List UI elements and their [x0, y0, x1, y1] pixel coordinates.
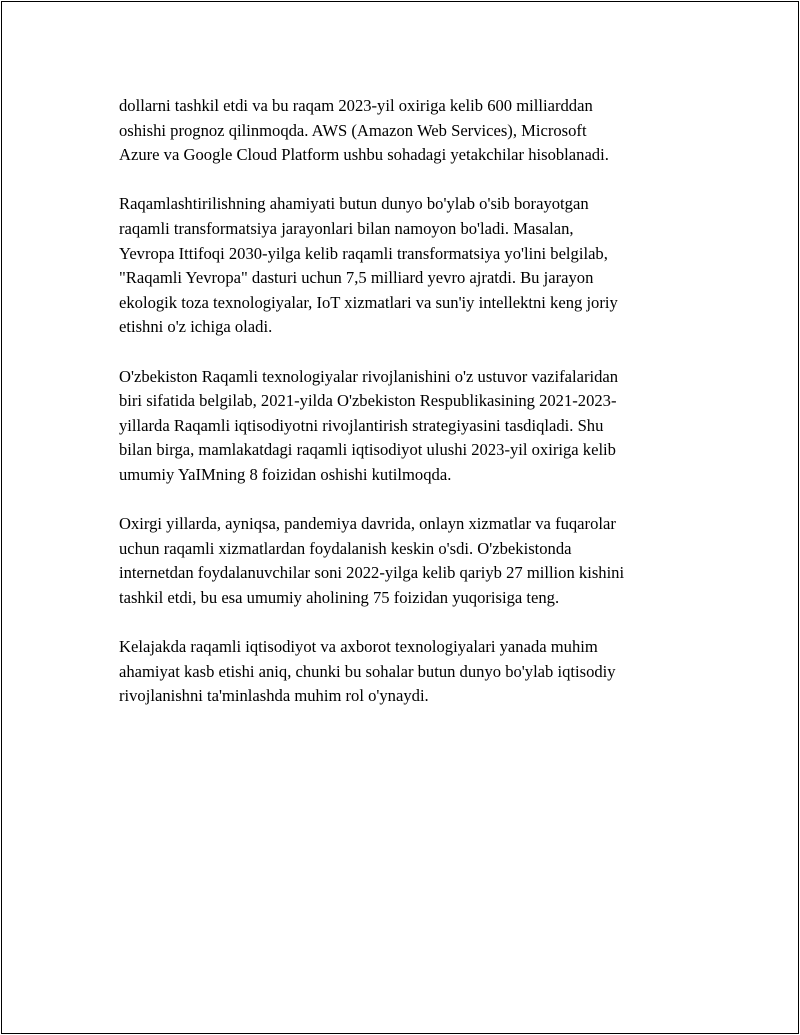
text-line: "Raqamli Yevropa" dasturi uchun 7,5 milliard yevro ajratdi. Bu jarayon [119, 268, 594, 288]
document-body [119, 94, 689, 709]
text-line: raqamli transformatsiya jarayonlari bilan namoyon bo'ladi. Masalan, [119, 218, 574, 238]
text-line: internetdan foydalanuvchilar soni 2022-yilga kelib qariyb 27 million kishini [119, 563, 625, 583]
text-line: tashkil etdi, bu esa umumiy aholining 75 foizidan yuqorisiga teng. [119, 587, 560, 607]
document-page [1, 1, 799, 1034]
paragraph [119, 365, 689, 488]
text-line: O'zbekiston Raqamli texnologiyalar rivojlanishini o'z ustuvor vazifalaridan [119, 366, 619, 386]
text-line: umumiy YaIMning 8 foizidan oshishi kutilmoqda. [119, 464, 452, 484]
text-line: Yevropa Ittifoqi 2030-yilga kelib raqamli transformatsiya yo'lini belgilab, [119, 243, 608, 263]
text-line: oshishi prognoz qilinmoqda. AWS (Amazon Web Services), Microsoft [119, 120, 587, 140]
text-line: uchun raqamli xizmatlardan foydalanish keskin o'sdi. O'zbekistonda [119, 538, 572, 558]
text-line: rivojlanishni ta'minlashda muhim rol o'ynaydi. [119, 686, 429, 706]
text-line: Oxirgi yillarda, ayniqsa, pandemiya davrida, onlayn xizmatlar va fuqarolar [119, 514, 616, 534]
paragraph [119, 192, 689, 340]
paragraph [119, 635, 689, 709]
paragraph [119, 94, 689, 168]
text-line: biri sifatida belgilab, 2021-yilda O'zbekiston Respublikasining 2021-2023- [119, 391, 617, 411]
text-line: Kelajakda raqamli iqtisodiyot va axborot texnologiyalari yanada muhim [119, 637, 598, 657]
text-line: dollarni tashkil etdi va bu raqam 2023-yil oxiriga kelib 600 milliarddan [119, 96, 593, 115]
text-line: ekologik toza texnologiyalar, IoT xizmatlari va sun'iy intellektni keng joriy [119, 292, 618, 312]
text-line: etishni o'z ichiga oladi. [119, 317, 273, 337]
text-line: yillarda Raqamli iqtisodiyotni rivojlantirish strategiyasini tasdiqladi. Shu [119, 415, 604, 435]
paragraph [119, 512, 689, 610]
text-line: Azure va Google Cloud Platform ushbu sohadagi yetakchilar hisoblanadi. [119, 145, 609, 165]
text-line: Raqamlashtirilishning ahamiyati butun dunyo bo'ylab o'sib borayotgan [119, 194, 589, 214]
text-line: bilan birga, mamlakatdagi raqamli iqtisodiyot ulushi 2023-yil oxiriga kelib [119, 440, 616, 460]
text-line: ahamiyat kasb etishi aniq, chunki bu sohalar butun dunyo bo'ylab iqtisodiy [119, 661, 616, 681]
